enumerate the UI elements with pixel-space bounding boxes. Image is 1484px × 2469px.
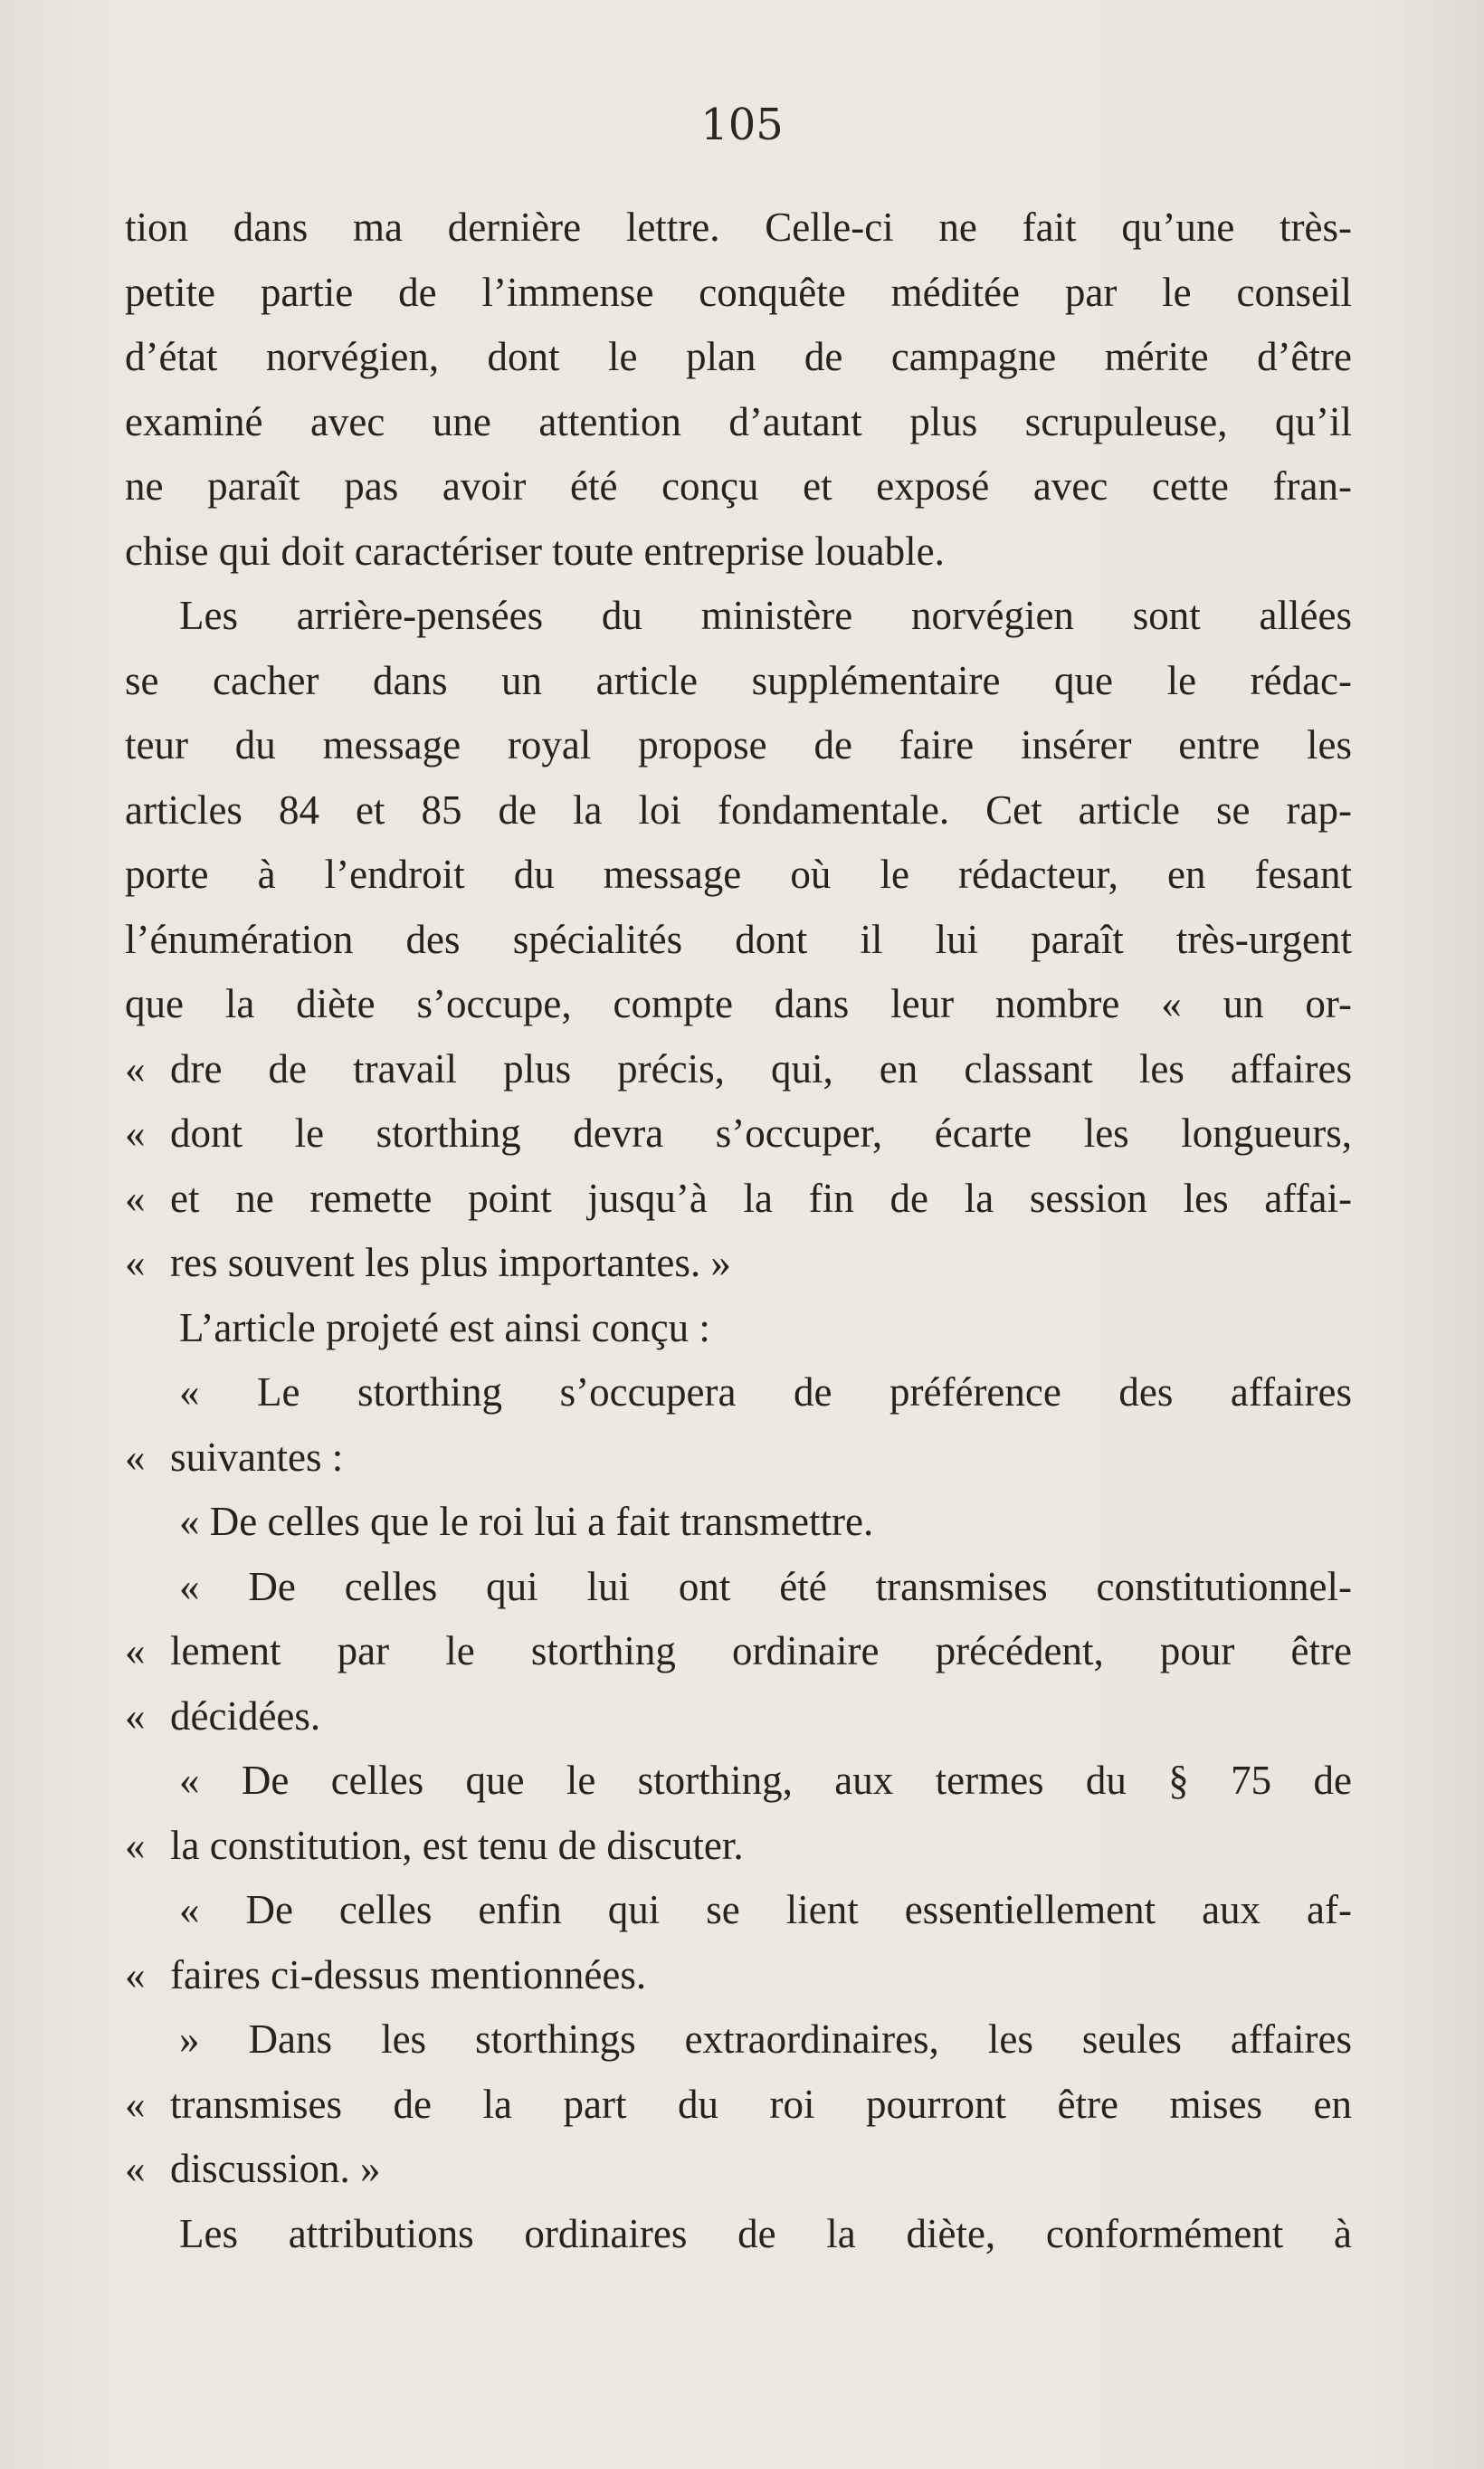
text-line xyxy=(125,843,1352,908)
line-text: « De celles que le roi lui a fait transmettre. xyxy=(179,1499,874,1544)
text-line xyxy=(125,1490,1352,1555)
line-text: tion dans ma dernière lettre. Celle-ci ne fait qu’une très- xyxy=(125,205,1352,250)
text-line xyxy=(125,1167,1352,1232)
text-line xyxy=(125,325,1352,390)
text-line xyxy=(125,1296,1352,1361)
text-line xyxy=(125,195,1352,261)
text-line xyxy=(125,2073,1352,2138)
quote-mark: « xyxy=(125,1822,146,1868)
text-line xyxy=(125,520,1352,585)
text-line xyxy=(125,1684,1352,1749)
line-text: lement par le storthing ordinaire précédent, pour être xyxy=(170,1628,1352,1673)
text-line xyxy=(125,2202,1352,2267)
quote-mark: « xyxy=(125,1628,146,1673)
line-text: L’article projeté est ainsi conçu : xyxy=(179,1304,710,1350)
quote-mark: « xyxy=(125,1951,146,1997)
text-line xyxy=(125,584,1352,649)
quote-mark: « xyxy=(125,1434,146,1480)
line-text: Les arrière-pensées du ministère norvégien sont allées xyxy=(179,593,1352,638)
page-number: 105 xyxy=(700,100,784,150)
text-line xyxy=(125,1231,1352,1296)
text-line xyxy=(125,390,1352,455)
text-line xyxy=(125,778,1352,844)
text-line xyxy=(125,713,1352,778)
text-line xyxy=(125,649,1352,714)
text-line xyxy=(125,454,1352,520)
line-text: « De celles que le storthing, aux termes du § 75 de xyxy=(179,1758,1352,1803)
line-text: discussion. » xyxy=(170,2146,381,2191)
quote-mark: « xyxy=(125,1240,146,1285)
text-line xyxy=(125,1619,1352,1684)
line-text: décidées. xyxy=(170,1692,321,1739)
text-line xyxy=(125,1749,1352,1814)
line-text: suivantes : xyxy=(170,1434,344,1480)
line-text: dre de travail plus précis, qui, en classant les affaires xyxy=(170,1045,1352,1092)
line-text: d’état norvégien, dont le plan de campagne mérite d’être xyxy=(125,334,1352,379)
line-text: porte à l’endroit du message où le rédacteur, en fesant xyxy=(125,852,1352,897)
line-text: examiné avec une attention d’autant plus scrupuleuse, qu’il xyxy=(125,398,1352,444)
line-text: la constitution, est tenu de discuter. xyxy=(170,1822,744,1868)
body-text xyxy=(125,195,1352,2266)
quote-mark: « xyxy=(125,1692,146,1739)
quote-mark: « xyxy=(125,1045,146,1092)
text-line xyxy=(125,1814,1352,1879)
text-line xyxy=(125,908,1352,973)
text-line xyxy=(125,972,1352,1037)
line-text: et ne remette point jusqu’à la fin de la session les affai- xyxy=(170,1175,1352,1221)
line-text: que la diète s’occupe, compte dans leur nombre « un or- xyxy=(125,981,1352,1026)
text-line xyxy=(125,1425,1352,1491)
text-line xyxy=(125,1878,1352,1943)
line-text: transmises de la part du roi pourront être mises en xyxy=(170,2081,1352,2127)
text-line xyxy=(125,1037,1352,1102)
line-text: articles 84 et 85 de la loi fondamentale. Cet article se rap- xyxy=(125,786,1352,833)
quote-mark: « xyxy=(125,2081,146,2127)
text-line xyxy=(125,261,1352,326)
line-text: chise qui doit caractériser toute entreprise louable. xyxy=(125,528,945,574)
line-text: » Dans les storthings extraordinaires, les seules affaires xyxy=(179,2016,1352,2062)
line-text: petite partie de l’immense conquête méditée par le conseil xyxy=(125,269,1352,315)
text-line xyxy=(125,1555,1352,1620)
line-text: « Le storthing s’occupera de préférence des affaires xyxy=(179,1369,1352,1415)
quote-mark: « xyxy=(125,1175,146,1221)
text-line xyxy=(125,2137,1352,2202)
line-text: faires ci-dessus mentionnées. xyxy=(170,1951,647,1997)
line-text: Les attributions ordinaires de la diète, conformément à xyxy=(179,2210,1352,2256)
text-line xyxy=(125,1360,1352,1425)
line-text: dont le storthing devra s’occuper, écarte les longueurs, xyxy=(170,1111,1352,1156)
text-line xyxy=(125,1101,1352,1167)
line-text: « De celles enfin qui se lient essentiellement aux af- xyxy=(179,1887,1352,1932)
text-line xyxy=(125,2007,1352,2073)
line-text: res souvent les plus importantes. » xyxy=(170,1240,731,1285)
line-text: ne paraît pas avoir été conçu et exposé avec cette fran- xyxy=(125,463,1352,509)
line-text: teur du message royal propose de faire insérer entre les xyxy=(125,722,1352,767)
line-text: l’énumération des spécialités dont il lui paraît très-urgent xyxy=(125,916,1352,962)
quote-mark: « xyxy=(125,1111,146,1156)
line-text: « De celles qui lui ont été transmises constitutionnel- xyxy=(179,1563,1352,1609)
quote-mark: « xyxy=(125,2146,146,2191)
text-line xyxy=(125,1943,1352,2008)
line-text: se cacher dans un article supplémentaire que le rédac- xyxy=(125,657,1352,703)
